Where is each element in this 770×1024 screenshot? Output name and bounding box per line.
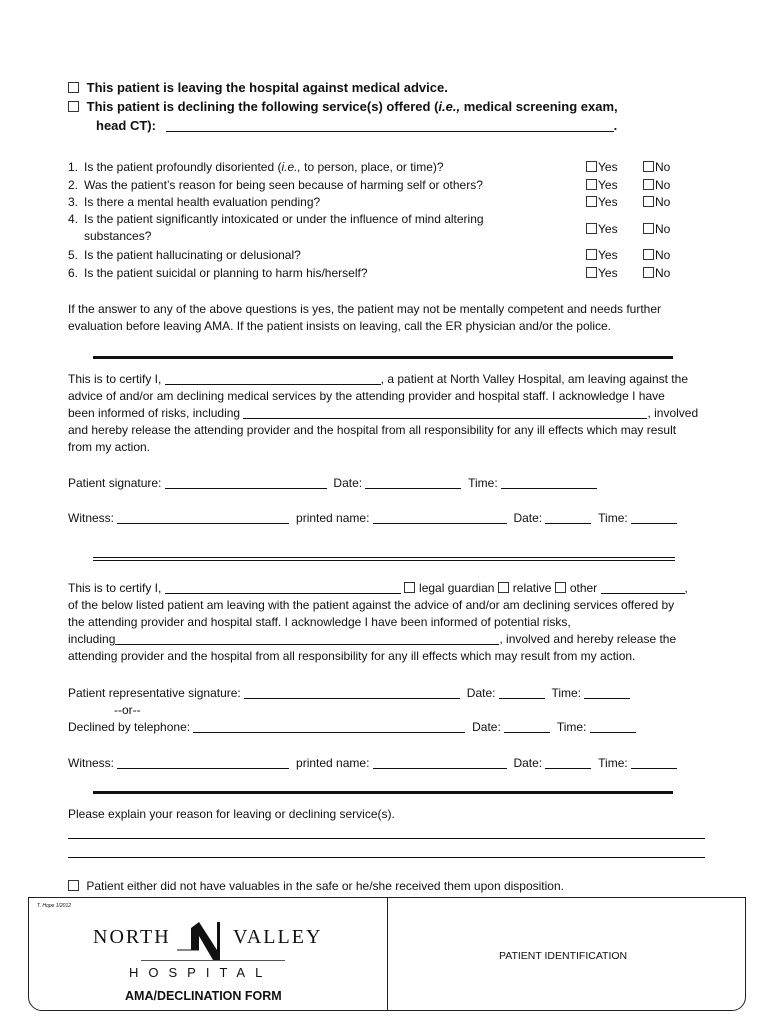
- question-6: 6. Is the patient suicidal or planning to harm his/herself?: [68, 266, 368, 280]
- q1-yes[interactable]: Yes: [586, 159, 618, 176]
- witness-line-1: Witness: printed name: Date: Time:: [68, 510, 677, 527]
- relative-checkbox[interactable]: [498, 582, 509, 593]
- patient-certification: This is to certify I, , a patient at North Valley Hospital, am leaving against the advice of and/or am declining medical services by the attending provider and hospital staff. I acknowledge I have been informed of risks, including , involved and hereby release the attending provider and the hospital from all responsibility for any ill effects which may result from my action.: [68, 372, 699, 454]
- warning-text: If the answer to any of the above questions is yes, the patient may not be mentally competent and needs further evaluation before leaving AMA. If the patient insists on leaving, call the ER physician and/or the police.: [68, 302, 662, 333]
- section-divider-2: [93, 791, 673, 794]
- question-5: 5. Is the patient hallucinating or delusional?: [68, 248, 301, 262]
- declined-telephone-line: Declined by telephone: Date: Time:: [68, 719, 636, 736]
- witness-time-field[interactable]: [631, 511, 677, 524]
- q3-yes[interactable]: Yes: [586, 194, 618, 211]
- representative-date-field[interactable]: [499, 686, 545, 699]
- valuables-option: Patient either did not have valuables in the safe or he/she received them upon disposition.: [68, 878, 564, 895]
- q5-yes[interactable]: Yes: [586, 247, 618, 264]
- n-logo-mark-icon: [177, 920, 227, 960]
- q4-yes[interactable]: Yes: [586, 221, 618, 238]
- witness-printed-name-field[interactable]: [373, 511, 507, 524]
- head-ct-line: head CT): .: [96, 118, 618, 133]
- declined-services-field[interactable]: [166, 119, 614, 132]
- witness-line-2: Witness: printed name: Date: Time:: [68, 755, 677, 772]
- patient-signature-field[interactable]: [165, 476, 327, 489]
- declining-option: This patient is declining the following service(s) offered (i.e., medical screening exam,: [68, 98, 618, 115]
- q6-yes[interactable]: Yes: [586, 265, 618, 282]
- logo-hospital: HOSPITAL: [129, 965, 273, 980]
- explain-field-line-1[interactable]: [68, 838, 705, 839]
- valuables-checkbox[interactable]: [68, 880, 79, 891]
- representative-name-field[interactable]: [165, 581, 401, 594]
- witness-2-field[interactable]: [117, 756, 289, 769]
- patient-signature-line: Patient signature: Date: Time:: [68, 475, 597, 492]
- revision-note: T. Hope 1/2012: [37, 903, 72, 909]
- question-1: 1. Is the patient profoundly disoriented (i.e., to person, place, or time)?: [68, 160, 444, 174]
- representative-time-field[interactable]: [584, 686, 630, 699]
- q6-no[interactable]: No: [643, 265, 670, 282]
- patient-name-field[interactable]: [165, 372, 381, 385]
- declining-checkbox[interactable]: [68, 101, 79, 112]
- ama-checkbox[interactable]: [68, 82, 79, 93]
- q5-no[interactable]: No: [643, 247, 670, 264]
- representative-certification: This is to certify I, legal guardian relative other , of the below listed patient am leaving with the patient against the advice of and/or am declining services offered by the attending provider and hospital staff. I acknowledge I have been informed of potential risks, including , involved and hereby release the attending provider and the hospital from all responsibility for any ill effects which may result from my action.: [68, 581, 688, 663]
- patient-identification-label: PATIENT IDENTIFICATION: [499, 950, 628, 962]
- witness-field[interactable]: [117, 511, 289, 524]
- risks-field[interactable]: [243, 406, 647, 419]
- declined-telephone-field[interactable]: [193, 720, 465, 733]
- or-separator: --or--: [114, 703, 141, 717]
- other-checkbox[interactable]: [555, 582, 566, 593]
- ama-option: This patient is leaving the hospital against medical advice.: [68, 79, 448, 96]
- witness-2-time-field[interactable]: [631, 756, 677, 769]
- explain-label: Please explain your reason for leaving or declining service(s).: [68, 807, 395, 821]
- witness-2-printed-name-field[interactable]: [373, 756, 507, 769]
- section-divider: [93, 356, 673, 359]
- telephone-date-field[interactable]: [504, 720, 550, 733]
- telephone-time-field[interactable]: [590, 720, 636, 733]
- legal-guardian-checkbox[interactable]: [404, 582, 415, 593]
- representative-signature-line: Patient representative signature: Date: Time:: [68, 685, 630, 702]
- question-4: 4. Is the patient significantly intoxicated or under the influence of mind altering substances?: [68, 212, 484, 243]
- explain-field-line-2[interactable]: [68, 857, 705, 858]
- witness-2-date-field[interactable]: [545, 756, 591, 769]
- question-3: 3. Is there a mental health evaluation pending?: [68, 195, 321, 209]
- potential-risks-field[interactable]: [115, 632, 499, 645]
- patient-date-field[interactable]: [365, 476, 461, 489]
- footer-box: [28, 897, 746, 1011]
- representative-signature-field[interactable]: [244, 686, 460, 699]
- footer-divider: [387, 898, 388, 1010]
- q2-no[interactable]: No: [643, 177, 670, 194]
- north-valley-logo: NORTH VALLEY: [93, 920, 333, 980]
- form-title: AMA/DECLINATION FORM: [125, 989, 282, 1003]
- question-2: 2. Was the patient’s reason for being seen because of harming self or others?: [68, 178, 483, 192]
- q4-no[interactable]: No: [643, 221, 670, 238]
- other-relation-field[interactable]: [601, 581, 685, 594]
- q1-no[interactable]: No: [643, 159, 670, 176]
- witness-date-field[interactable]: [545, 511, 591, 524]
- double-divider: [93, 557, 675, 561]
- q2-yes[interactable]: Yes: [586, 177, 618, 194]
- q3-no[interactable]: No: [643, 194, 670, 211]
- patient-time-field[interactable]: [501, 476, 597, 489]
